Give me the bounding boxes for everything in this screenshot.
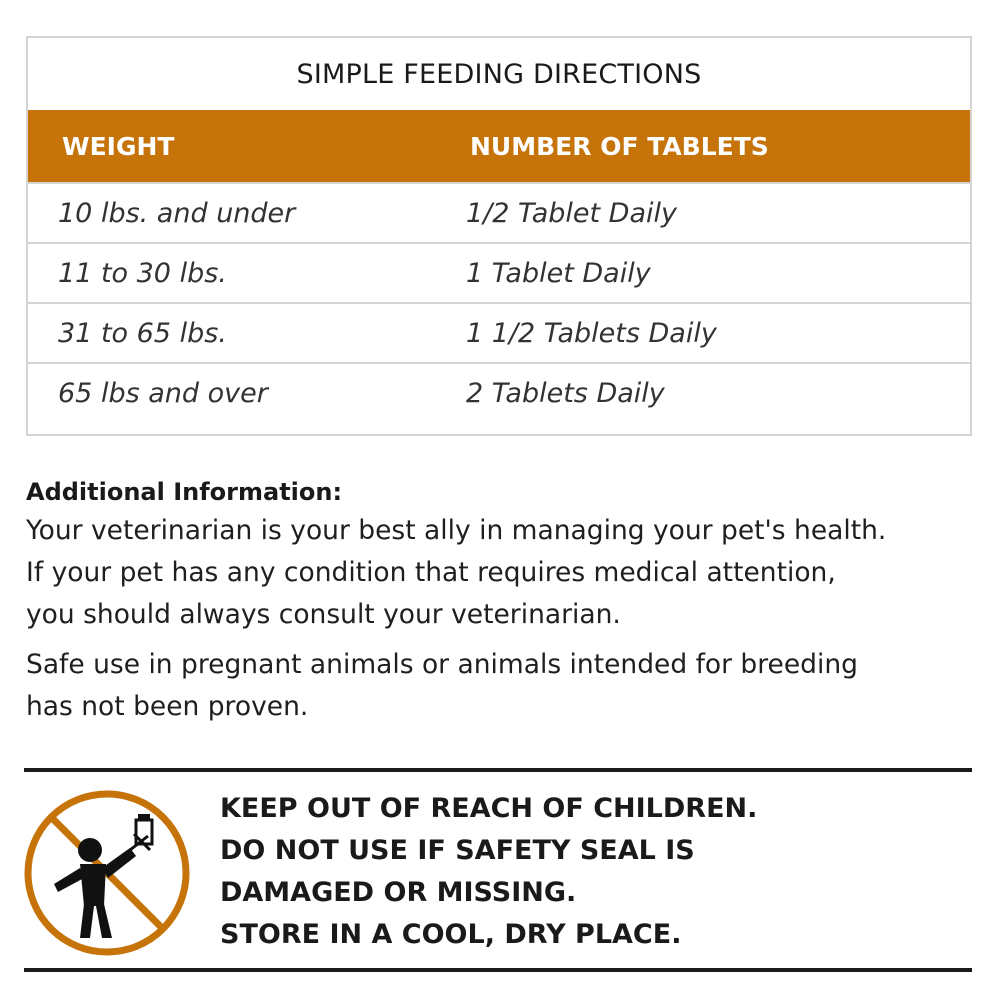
table-row [28, 242, 970, 302]
column-header-weight: WEIGHT [62, 131, 175, 161]
info-heading: Additional Information: [26, 478, 343, 506]
weight-cell: 31 to 65 lbs. [58, 317, 227, 349]
info-paragraph-breeding: Safe use in pregnant animals or animals intended for breeding has not been proven. [26, 649, 858, 722]
table-row [28, 302, 970, 362]
tablets-cell: 1 1/2 Tablets Daily [466, 317, 717, 349]
weight-cell: 10 lbs. and under [58, 197, 296, 229]
table-header-row [28, 110, 970, 182]
warning-line-storage: STORE IN A COOL, DRY PLACE. [220, 919, 682, 950]
keep-away-from-children-icon [22, 788, 192, 958]
tablets-cell: 1/2 Tablet Daily [466, 197, 677, 229]
feeding-directions-table [26, 36, 972, 436]
table-title: SIMPLE FEEDING DIRECTIONS [296, 58, 702, 90]
table-row [28, 362, 970, 422]
tablets-cell: 1 Tablet Daily [466, 257, 651, 289]
weight-cell: 65 lbs and over [58, 377, 268, 409]
warning-line-children: KEEP OUT OF REACH OF CHILDREN. [220, 793, 758, 824]
additional-information [26, 478, 976, 728]
divider-bottom [24, 968, 972, 972]
divider-top [24, 768, 972, 772]
warning-line-damaged: DAMAGED OR MISSING. [220, 877, 577, 908]
warning-text [220, 788, 960, 956]
info-paragraph-veterinarian: Your veterinarian is your best ally in managing your pet's health. If your pet has any condition that requires medical attention, you should always consult your veterinarian. [26, 515, 887, 630]
table-row [28, 182, 970, 242]
tablets-cell: 2 Tablets Daily [466, 377, 665, 409]
column-header-tablets: NUMBER OF TABLETS [470, 131, 769, 161]
weight-cell: 11 to 30 lbs. [58, 257, 227, 289]
warning-line-seal: DO NOT USE IF SAFETY SEAL IS [220, 835, 695, 866]
